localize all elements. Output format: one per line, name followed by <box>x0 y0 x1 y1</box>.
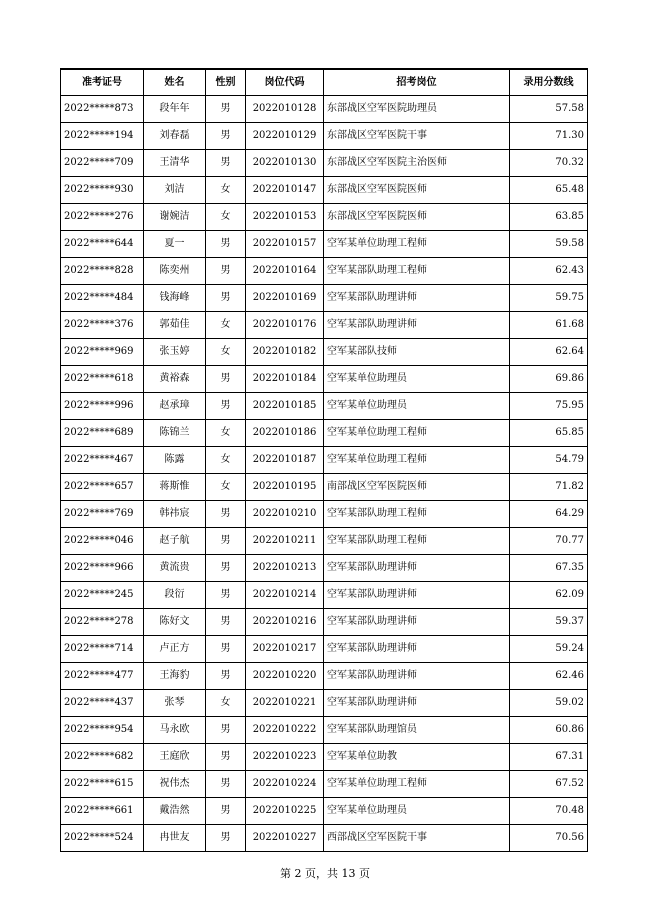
cell-ticket: 2022*****278 <box>61 609 144 636</box>
cell-score: 60.86 <box>510 717 588 744</box>
cell-name: 段年年 <box>144 96 206 123</box>
cell-ticket: 2022*****467 <box>61 447 144 474</box>
table-row <box>61 420 588 447</box>
cell-name: 黄裕森 <box>144 366 206 393</box>
cell-ticket: 2022*****709 <box>61 150 144 177</box>
cell-gender: 女 <box>206 204 246 231</box>
table-row <box>61 204 588 231</box>
cell-ticket: 2022*****714 <box>61 636 144 663</box>
cell-post-code: 2022010222 <box>246 717 324 744</box>
cell-score: 62.43 <box>510 258 588 285</box>
cell-ticket: 2022*****644 <box>61 231 144 258</box>
cell-score: 64.29 <box>510 501 588 528</box>
cell-position: 空军某单位助理工程师 <box>324 420 510 447</box>
cell-gender: 女 <box>206 474 246 501</box>
cell-name: 段衍 <box>144 582 206 609</box>
cell-post-code: 2022010211 <box>246 528 324 555</box>
cell-post-code: 2022010220 <box>246 663 324 690</box>
cell-post-code: 2022010214 <box>246 582 324 609</box>
cell-gender: 女 <box>206 339 246 366</box>
cell-position: 空军某单位助理工程师 <box>324 447 510 474</box>
cell-name: 戴浩然 <box>144 798 206 825</box>
cell-name: 郭茹佳 <box>144 312 206 339</box>
table-row <box>61 312 588 339</box>
cell-position: 空军某部队助理讲师 <box>324 690 510 717</box>
table-row <box>61 771 588 798</box>
cell-score: 67.35 <box>510 555 588 582</box>
cell-position: 南部战区空军医院医师 <box>324 474 510 501</box>
cell-gender: 男 <box>206 231 246 258</box>
cell-position: 空军某部队助理工程师 <box>324 258 510 285</box>
cell-position: 空军某单位助理工程师 <box>324 771 510 798</box>
table-body <box>61 96 588 852</box>
cell-ticket: 2022*****828 <box>61 258 144 285</box>
cell-ticket: 2022*****657 <box>61 474 144 501</box>
cell-position: 空军某部队助理讲师 <box>324 663 510 690</box>
cell-name: 冉世友 <box>144 825 206 852</box>
cell-position: 东部战区空军医院医师 <box>324 177 510 204</box>
cell-name: 陈奕州 <box>144 258 206 285</box>
cell-position: 空军某部队助理工程师 <box>324 528 510 555</box>
cell-score: 71.82 <box>510 474 588 501</box>
cell-gender: 男 <box>206 528 246 555</box>
cell-name: 夏一 <box>144 231 206 258</box>
header-ticket: 准考证号 <box>61 69 144 96</box>
table-row <box>61 744 588 771</box>
cell-position: 东部战区空军医院干事 <box>324 123 510 150</box>
table-row <box>61 366 588 393</box>
cell-gender: 男 <box>206 798 246 825</box>
cell-gender: 女 <box>206 690 246 717</box>
cell-post-code: 2022010176 <box>246 312 324 339</box>
cell-score: 75.95 <box>510 393 588 420</box>
table-row <box>61 474 588 501</box>
cell-position: 空军某部队助理讲师 <box>324 555 510 582</box>
cell-score: 62.09 <box>510 582 588 609</box>
cell-name: 赵子航 <box>144 528 206 555</box>
cell-gender: 男 <box>206 663 246 690</box>
table-row <box>61 258 588 285</box>
cell-name: 王海豹 <box>144 663 206 690</box>
cell-ticket: 2022*****661 <box>61 798 144 825</box>
cell-gender: 男 <box>206 582 246 609</box>
cell-gender: 男 <box>206 771 246 798</box>
results-table <box>60 68 588 852</box>
cell-position: 空军某部队技师 <box>324 339 510 366</box>
cell-gender: 男 <box>206 366 246 393</box>
table-row <box>61 231 588 258</box>
cell-score: 61.68 <box>510 312 588 339</box>
cell-gender: 女 <box>206 177 246 204</box>
cell-post-code: 2022010210 <box>246 501 324 528</box>
table-header-row <box>61 69 588 96</box>
cell-position: 东部战区空军医院主治医师 <box>324 150 510 177</box>
header-position: 招考岗位 <box>324 69 510 96</box>
cell-name: 钱海峰 <box>144 285 206 312</box>
header-name: 姓名 <box>144 69 206 96</box>
table-row <box>61 825 588 852</box>
cell-score: 67.52 <box>510 771 588 798</box>
table-row <box>61 582 588 609</box>
cell-score: 59.58 <box>510 231 588 258</box>
table-row <box>61 690 588 717</box>
cell-post-code: 2022010128 <box>246 96 324 123</box>
cell-gender: 女 <box>206 312 246 339</box>
cell-score: 59.75 <box>510 285 588 312</box>
cell-position: 空军某单位助教 <box>324 744 510 771</box>
cell-ticket: 2022*****689 <box>61 420 144 447</box>
cell-ticket: 2022*****194 <box>61 123 144 150</box>
cell-gender: 男 <box>206 285 246 312</box>
cell-post-code: 2022010129 <box>246 123 324 150</box>
cell-post-code: 2022010195 <box>246 474 324 501</box>
table-row <box>61 663 588 690</box>
page-footer: 第 2 页，共 13 页 <box>280 867 370 880</box>
table-row <box>61 339 588 366</box>
cell-score: 70.56 <box>510 825 588 852</box>
cell-post-code: 2022010184 <box>246 366 324 393</box>
cell-post-code: 2022010227 <box>246 825 324 852</box>
cell-name: 韩祎宸 <box>144 501 206 528</box>
cell-score: 70.48 <box>510 798 588 825</box>
cell-post-code: 2022010185 <box>246 393 324 420</box>
cell-ticket: 2022*****966 <box>61 555 144 582</box>
table-row <box>61 447 588 474</box>
cell-ticket: 2022*****245 <box>61 582 144 609</box>
cell-name: 王清华 <box>144 150 206 177</box>
cell-score: 54.79 <box>510 447 588 474</box>
cell-ticket: 2022*****376 <box>61 312 144 339</box>
cell-post-code: 2022010153 <box>246 204 324 231</box>
cell-name: 刘春磊 <box>144 123 206 150</box>
cell-post-code: 2022010221 <box>246 690 324 717</box>
table-row <box>61 123 588 150</box>
cell-post-code: 2022010213 <box>246 555 324 582</box>
cell-position: 空军某部队助理馆员 <box>324 717 510 744</box>
cell-score: 69.86 <box>510 366 588 393</box>
cell-name: 张玉婷 <box>144 339 206 366</box>
cell-name: 祝伟杰 <box>144 771 206 798</box>
cell-score: 59.02 <box>510 690 588 717</box>
cell-name: 陈锦兰 <box>144 420 206 447</box>
cell-position: 空军某部队助理讲师 <box>324 582 510 609</box>
cell-gender: 男 <box>206 609 246 636</box>
cell-gender: 男 <box>206 123 246 150</box>
cell-score: 67.31 <box>510 744 588 771</box>
cell-position: 空军某单位助理员 <box>324 393 510 420</box>
cell-post-code: 2022010147 <box>246 177 324 204</box>
cell-score: 62.46 <box>510 663 588 690</box>
header-score: 录用分数线 <box>510 69 588 96</box>
cell-name: 卢正方 <box>144 636 206 663</box>
cell-name: 谢婉洁 <box>144 204 206 231</box>
cell-post-code: 2022010164 <box>246 258 324 285</box>
cell-ticket: 2022*****477 <box>61 663 144 690</box>
cell-gender: 男 <box>206 258 246 285</box>
table-row <box>61 501 588 528</box>
cell-name: 王庭欣 <box>144 744 206 771</box>
cell-name: 蒋斯惟 <box>144 474 206 501</box>
cell-name: 张琴 <box>144 690 206 717</box>
cell-gender: 女 <box>206 447 246 474</box>
cell-score: 71.30 <box>510 123 588 150</box>
cell-position: 东部战区空军医院助理员 <box>324 96 510 123</box>
table-row <box>61 609 588 636</box>
cell-position: 空军某部队助理工程师 <box>324 501 510 528</box>
cell-gender: 女 <box>206 420 246 447</box>
cell-post-code: 2022010130 <box>246 150 324 177</box>
cell-ticket: 2022*****484 <box>61 285 144 312</box>
cell-position: 空军某单位助理员 <box>324 798 510 825</box>
cell-ticket: 2022*****276 <box>61 204 144 231</box>
cell-score: 63.85 <box>510 204 588 231</box>
cell-gender: 男 <box>206 150 246 177</box>
table-row <box>61 285 588 312</box>
cell-score: 62.64 <box>510 339 588 366</box>
cell-post-code: 2022010217 <box>246 636 324 663</box>
header-post-code: 岗位代码 <box>246 69 324 96</box>
cell-gender: 男 <box>206 555 246 582</box>
cell-gender: 男 <box>206 393 246 420</box>
cell-score: 65.85 <box>510 420 588 447</box>
cell-score: 57.58 <box>510 96 588 123</box>
table-row <box>61 150 588 177</box>
cell-position: 东部战区空军医院医师 <box>324 204 510 231</box>
table-row <box>61 555 588 582</box>
cell-ticket: 2022*****930 <box>61 177 144 204</box>
table-row <box>61 96 588 123</box>
cell-ticket: 2022*****615 <box>61 771 144 798</box>
cell-post-code: 2022010157 <box>246 231 324 258</box>
cell-gender: 男 <box>206 501 246 528</box>
cell-gender: 男 <box>206 717 246 744</box>
cell-gender: 男 <box>206 636 246 663</box>
cell-score: 70.77 <box>510 528 588 555</box>
cell-post-code: 2022010169 <box>246 285 324 312</box>
table-row <box>61 528 588 555</box>
cell-ticket: 2022*****996 <box>61 393 144 420</box>
cell-ticket: 2022*****873 <box>61 96 144 123</box>
cell-position: 空军某部队助理讲师 <box>324 312 510 339</box>
cell-ticket: 2022*****618 <box>61 366 144 393</box>
cell-post-code: 2022010186 <box>246 420 324 447</box>
table-row <box>61 798 588 825</box>
cell-ticket: 2022*****682 <box>61 744 144 771</box>
cell-post-code: 2022010187 <box>246 447 324 474</box>
cell-score: 59.24 <box>510 636 588 663</box>
cell-post-code: 2022010223 <box>246 744 324 771</box>
cell-name: 马永欧 <box>144 717 206 744</box>
cell-name: 陈露 <box>144 447 206 474</box>
cell-ticket: 2022*****046 <box>61 528 144 555</box>
cell-ticket: 2022*****437 <box>61 690 144 717</box>
cell-ticket: 2022*****524 <box>61 825 144 852</box>
cell-score: 70.32 <box>510 150 588 177</box>
cell-position: 空军某单位助理工程师 <box>324 231 510 258</box>
table-row <box>61 636 588 663</box>
cell-name: 赵承璋 <box>144 393 206 420</box>
cell-ticket: 2022*****969 <box>61 339 144 366</box>
cell-ticket: 2022*****954 <box>61 717 144 744</box>
cell-position: 空军某部队助理讲师 <box>324 609 510 636</box>
table-row <box>61 717 588 744</box>
table-row <box>61 177 588 204</box>
cell-score: 59.37 <box>510 609 588 636</box>
table-row <box>61 393 588 420</box>
cell-post-code: 2022010216 <box>246 609 324 636</box>
cell-ticket: 2022*****769 <box>61 501 144 528</box>
cell-position: 空军某部队助理讲师 <box>324 636 510 663</box>
cell-gender: 男 <box>206 96 246 123</box>
cell-gender: 男 <box>206 744 246 771</box>
cell-post-code: 2022010182 <box>246 339 324 366</box>
cell-name: 黄流贵 <box>144 555 206 582</box>
cell-position: 西部战区空军医院干事 <box>324 825 510 852</box>
cell-post-code: 2022010225 <box>246 798 324 825</box>
header-gender: 性别 <box>206 69 246 96</box>
cell-position: 空军某部队助理讲师 <box>324 285 510 312</box>
cell-name: 陈好文 <box>144 609 206 636</box>
cell-score: 65.48 <box>510 177 588 204</box>
cell-position: 空军某单位助理员 <box>324 366 510 393</box>
cell-post-code: 2022010224 <box>246 771 324 798</box>
cell-name: 刘洁 <box>144 177 206 204</box>
cell-gender: 男 <box>206 825 246 852</box>
